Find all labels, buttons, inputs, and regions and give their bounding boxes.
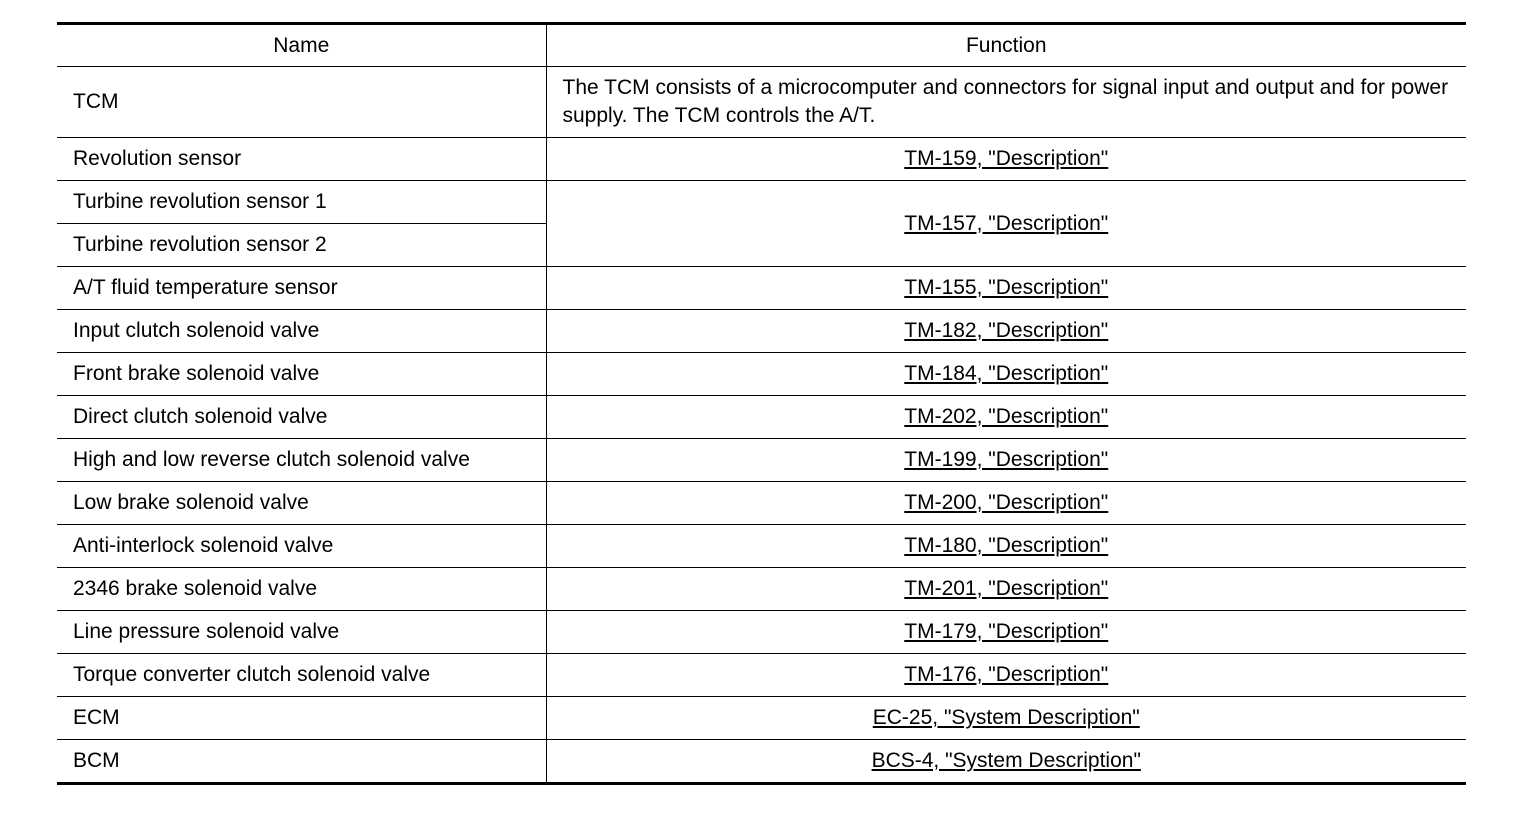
function-reference-link[interactable]: TM-180, "Description" xyxy=(904,534,1109,557)
row-name: TCM xyxy=(57,67,546,138)
row-name: Low brake solenoid valve xyxy=(57,482,546,525)
row-name: Direct clutch solenoid valve xyxy=(57,396,546,439)
function-reference-link[interactable]: TM-179, "Description" xyxy=(904,620,1109,643)
table-row xyxy=(57,697,1466,740)
function-reference-link[interactable]: TM-200, "Description" xyxy=(904,491,1109,514)
table-row xyxy=(57,611,1466,654)
function-reference-link[interactable]: BCS-4, "System Description" xyxy=(871,749,1141,772)
table-row xyxy=(57,525,1466,568)
row-name: Front brake solenoid valve xyxy=(57,353,546,396)
table-row xyxy=(57,353,1466,396)
function-reference-link[interactable]: TM-155, "Description" xyxy=(904,276,1109,299)
column-header-name: Name xyxy=(57,24,546,67)
row-name: Input clutch solenoid valve xyxy=(57,310,546,353)
row-name: Revolution sensor xyxy=(57,138,546,181)
table-row xyxy=(57,67,1466,138)
function-reference-link[interactable]: TM-159, "Description" xyxy=(904,147,1109,170)
row-name: Anti-interlock solenoid valve xyxy=(57,525,546,568)
function-reference-link[interactable]: TM-157, "Description" xyxy=(904,211,1109,235)
table-row xyxy=(57,396,1466,439)
table-header-row xyxy=(57,24,1466,67)
row-name: Turbine revolution sensor 2 xyxy=(57,224,546,267)
table-row xyxy=(57,439,1466,482)
function-reference-link[interactable]: TM-176, "Description" xyxy=(904,663,1109,686)
table-row xyxy=(57,138,1466,181)
function-reference-link[interactable]: TM-201, "Description" xyxy=(904,577,1109,600)
function-reference-link[interactable]: TM-182, "Description" xyxy=(904,319,1109,342)
row-name: Torque converter clutch solenoid valve xyxy=(57,654,546,697)
table-row xyxy=(57,740,1466,784)
row-function-text: The TCM consists of a microcomputer and connectors for signal input and output and for power supply. The TCM controls the A/T. xyxy=(546,67,1466,138)
row-name: High and low reverse clutch solenoid valve xyxy=(57,439,546,482)
row-name: ECM xyxy=(57,697,546,740)
function-reference-link[interactable]: TM-199, "Description" xyxy=(904,448,1109,471)
row-name: 2346 brake solenoid valve xyxy=(57,568,546,611)
column-header-function: Function xyxy=(546,24,1466,67)
table-row xyxy=(57,482,1466,525)
table-row xyxy=(57,181,1466,224)
row-name: Line pressure solenoid valve xyxy=(57,611,546,654)
function-reference-link[interactable]: TM-184, "Description" xyxy=(904,362,1109,385)
component-function-table xyxy=(57,22,1466,785)
row-name: Turbine revolution sensor 1 xyxy=(57,181,546,224)
table-row xyxy=(57,310,1466,353)
row-name: BCM xyxy=(57,740,546,784)
function-reference-link[interactable]: EC-25, "System Description" xyxy=(872,706,1140,729)
row-name: A/T fluid temperature sensor xyxy=(57,267,546,310)
function-reference-link[interactable]: TM-202, "Description" xyxy=(904,405,1109,428)
table-row xyxy=(57,654,1466,697)
table-row xyxy=(57,568,1466,611)
table-row xyxy=(57,267,1466,310)
